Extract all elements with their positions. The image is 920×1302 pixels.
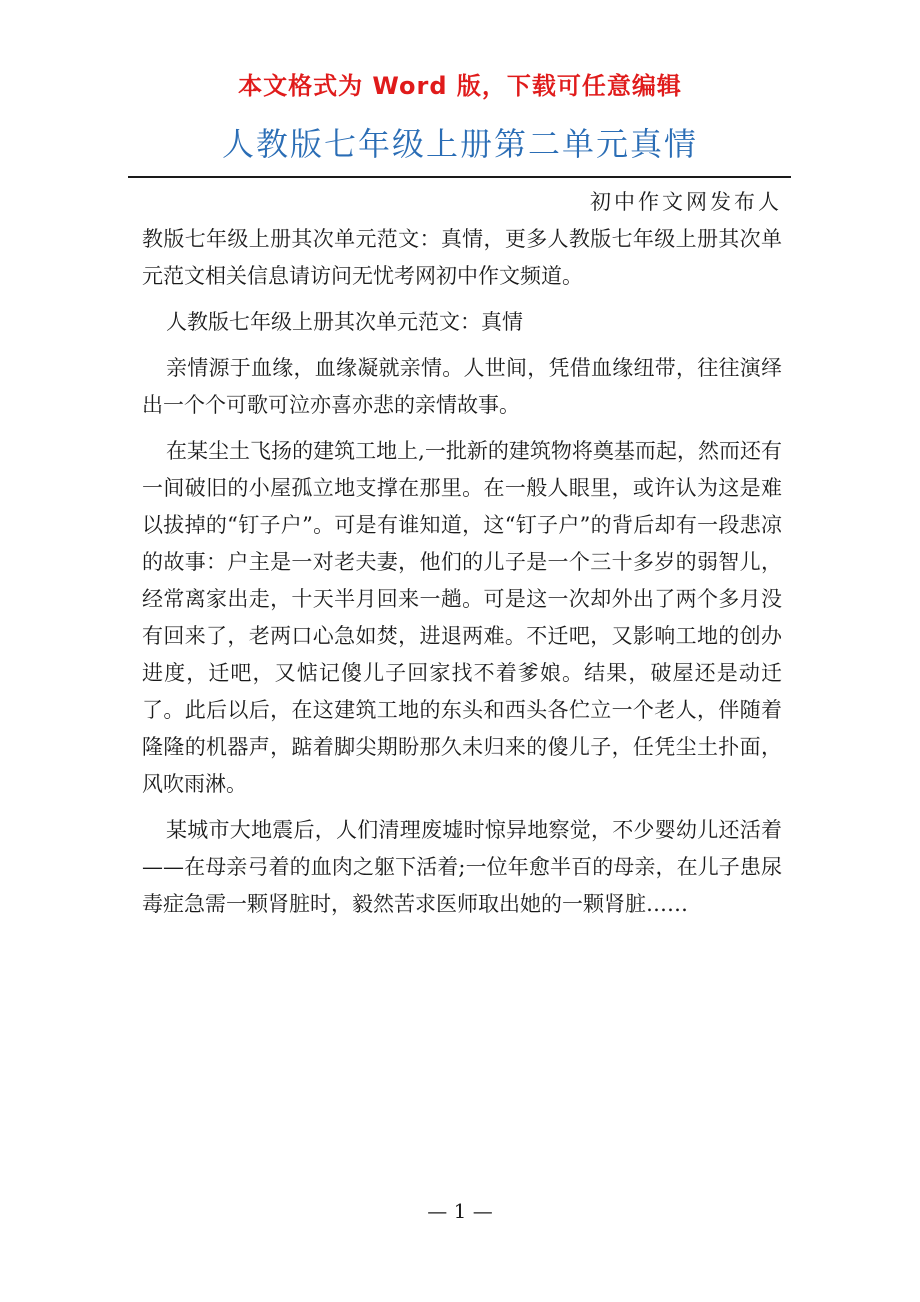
article-paragraph-intro: 教版七年级上册其次单元范文：真情，更多人教版七年级上册其次单元范文相关信息请访问无忧考网初中作文频道。: [142, 227, 782, 288]
article-source: 初中作文网发布人: [590, 190, 782, 214]
page-number: — 1 —: [427, 1199, 493, 1223]
article-subtitle: 人教版七年级上册其次单元范文：真情: [166, 310, 523, 334]
format-notice: 本文格式为 Word 版，下载可任意编辑: [238, 72, 682, 100]
article-paragraph: 在某尘土飞扬的建筑工地上,一批新的建筑物将奠基而起，然而还有一间破旧的小屋孤立地支撑在那里。在一般人眼里，或许认为这是难以拔掉的“钉子户”。可是有谁知道，这“钉子户”的背后却有一段悲凉的故事：户主是一对老夫妻，他们的儿子是一个三十多岁的弱智儿，经常离家出走，十天半月回来一趟。可是这一次却外出了两个多月没有回来了，老两口心急如焚，进退两难。不迁吧，又影响工地的创办进度，迁吧，又惦记傻儿子回家找不着爹娘。结果，破屋还是动迁了。此后以后，在这建筑工地的东头和西头各伫立一个老人，伴随着隆隆的机器声，踮着脚尖期盼那久未归来的傻儿子，任凭尘土扑面，风吹雨淋。: [142, 439, 782, 796]
title-divider: [128, 176, 791, 178]
article-paragraph: 亲情源于血缘，血缘凝就亲情。人世间，凭借血缘纽带，往往演绎出一个个可歌可泣亦喜亦悲的亲情故事。: [142, 356, 782, 417]
article-body: [142, 184, 782, 932]
page-title: 人教版七年级上册第二单元真情: [221, 125, 698, 163]
article-paragraph: 某城市大地震后，人们清理废墟时惊异地察觉，不少婴幼儿还活着——在母亲弓着的血肉之躯下活着;一位年愈半百的母亲，在儿子患尿毒症急需一颗肾脏时，毅然苦求医师取出她的一颗肾脏……: [142, 818, 782, 916]
